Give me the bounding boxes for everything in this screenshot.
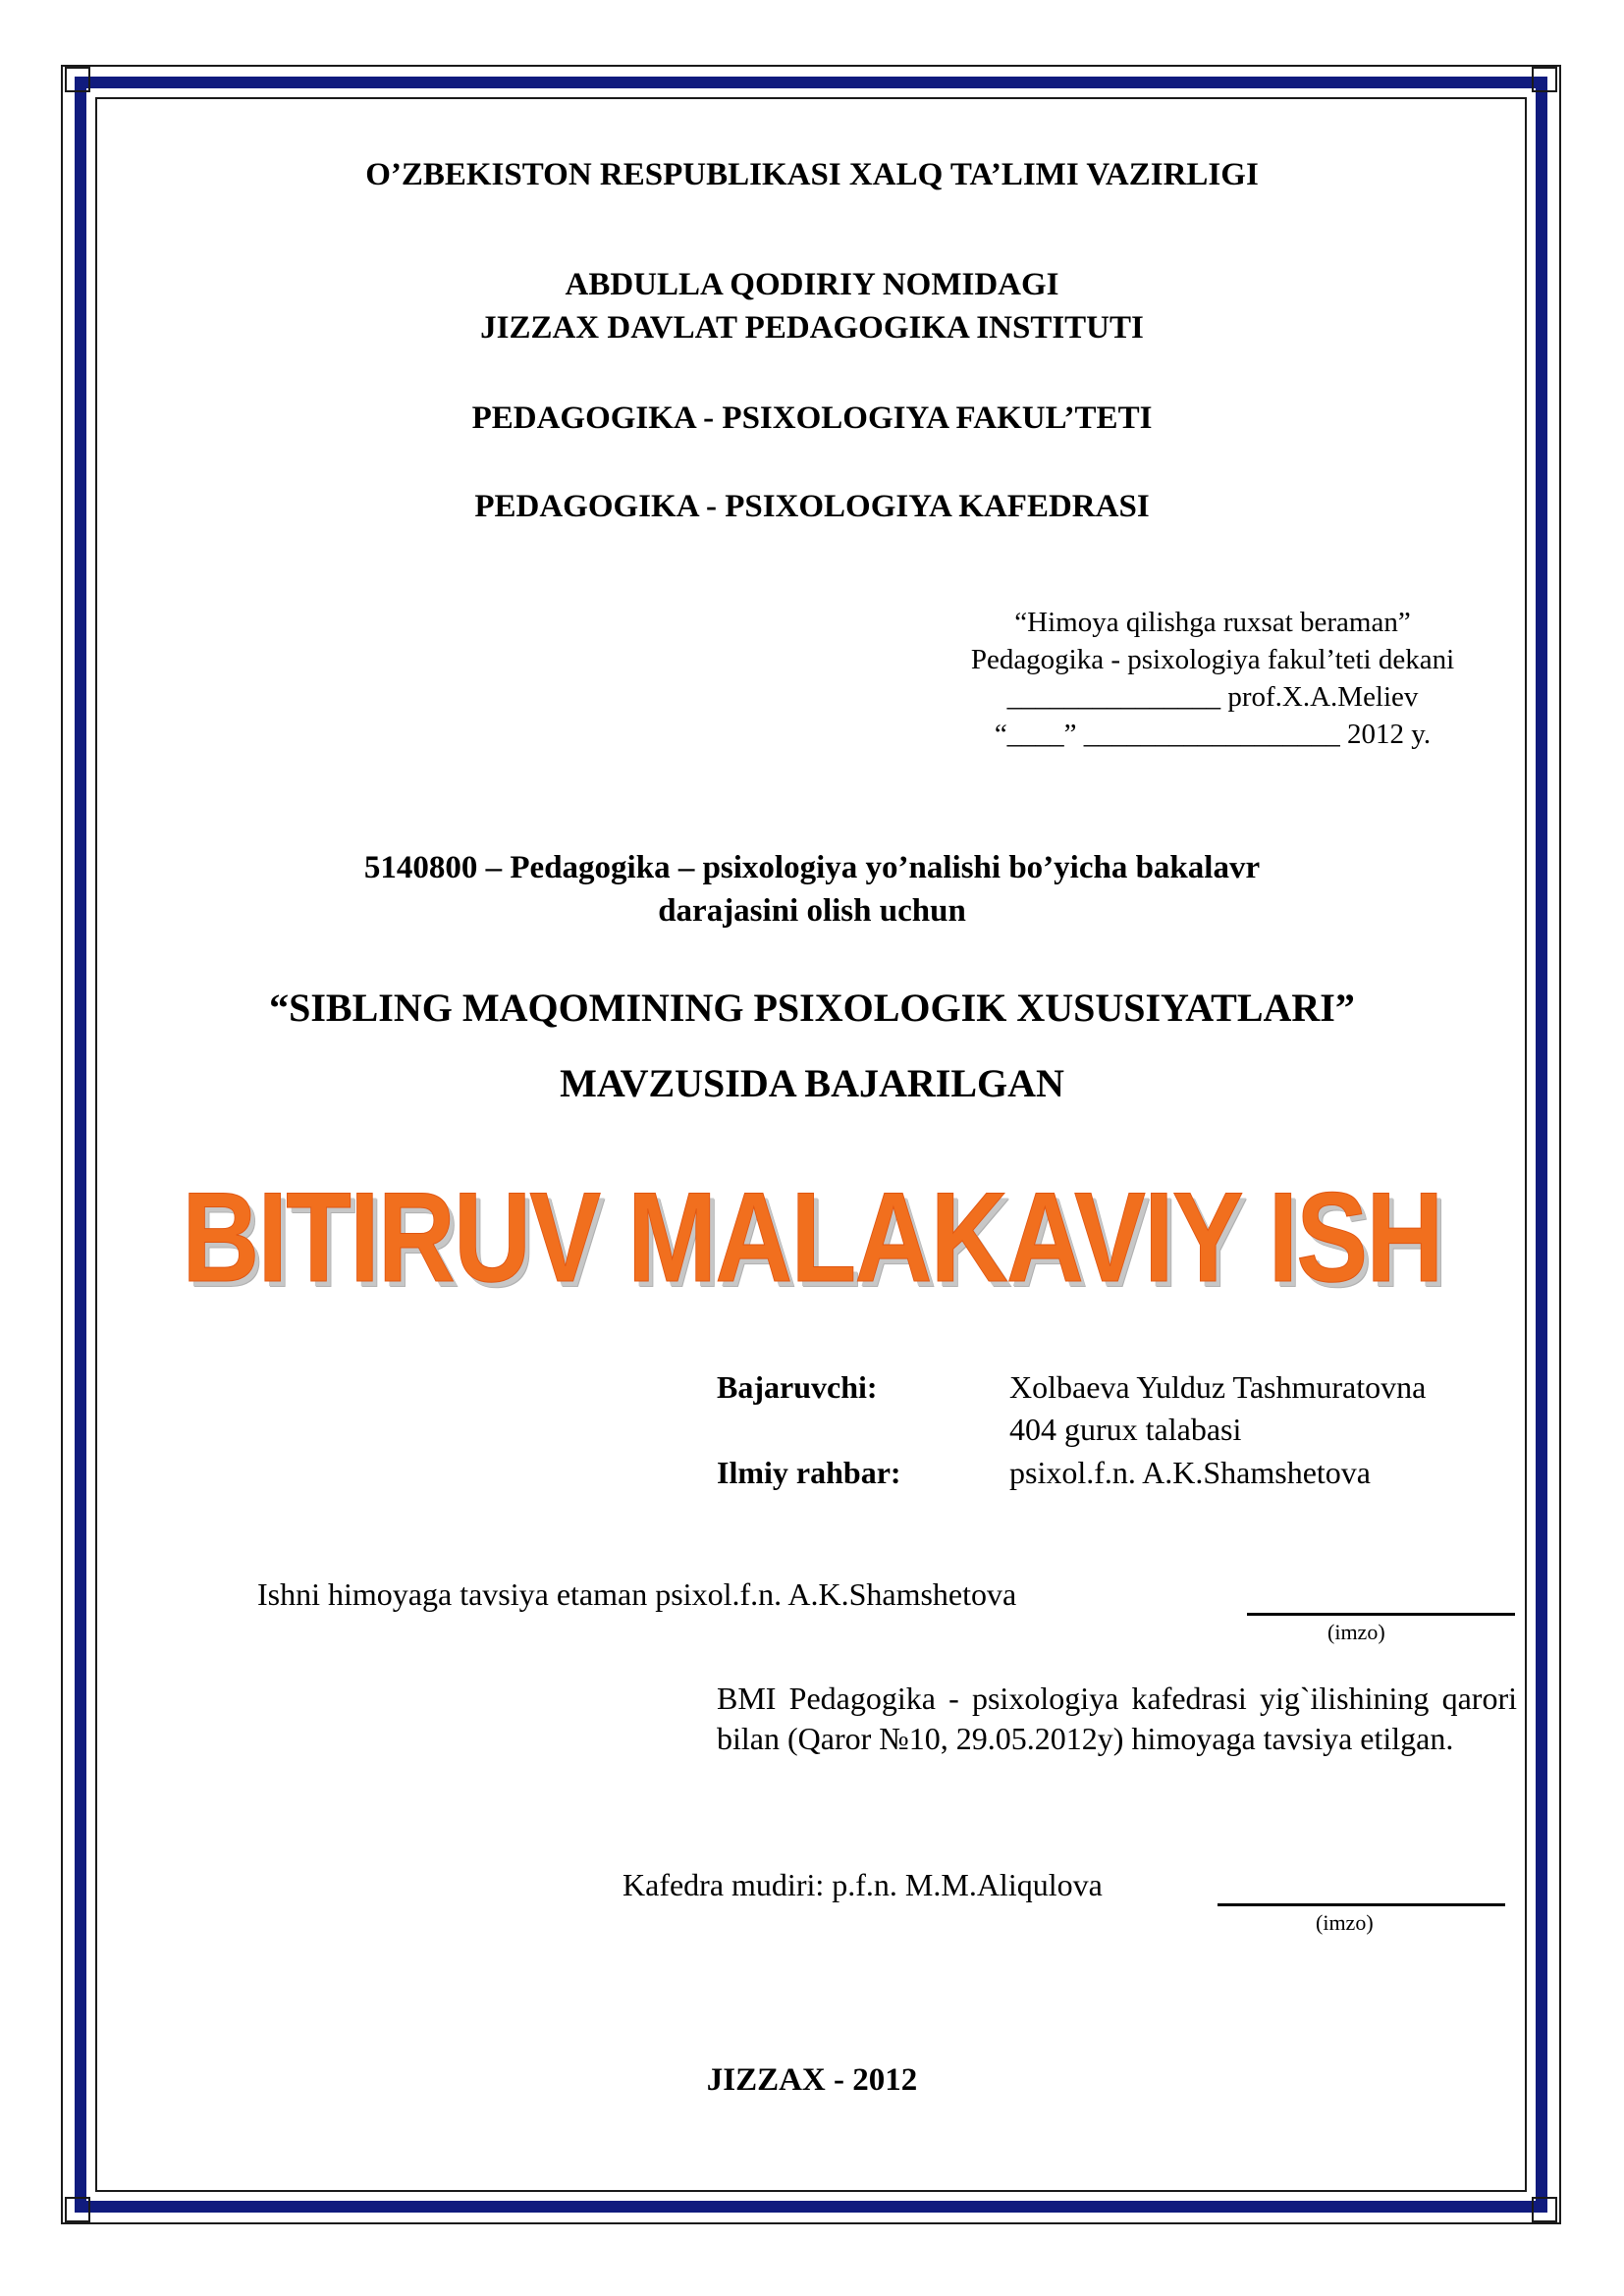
- work-type-title: BITIRUV MALAKAVIY ISH: [182, 1165, 1442, 1308]
- signature-line: [1247, 1613, 1515, 1616]
- performer-label: Bajaruvchi:: [717, 1369, 878, 1405]
- institute-name-line-2: JIZZAX DAVLAT PEDAGOGIKA INSTITUTI: [480, 310, 1144, 346]
- signature-line: [1218, 1903, 1505, 1906]
- corner-ornament-bottom-left: [65, 2197, 90, 2222]
- degree-line-2: darajasini olish uchun: [658, 893, 966, 929]
- thesis-topic: “SIBLING MAQOMINING PSIXOLOGIK XUSUSIYATLARI”: [269, 986, 1355, 1030]
- approval-block: [923, 604, 1502, 753]
- performer-group: 404 gurux talabasi: [1009, 1412, 1242, 1447]
- performer-name: Xolbaeva Yulduz Tashmuratovna: [1009, 1369, 1427, 1405]
- advisor-label: Ilmiy rahbar:: [717, 1455, 901, 1490]
- corner-ornament-top-right: [1532, 67, 1557, 92]
- department-decision-note: BMI Pedagogika - psixologiya kafedrasi yig`ilishining qarori bilan (Qaror №10, 29.05.2012y) himoyaga tavsiya etilgan.: [717, 1681, 1517, 1756]
- approval-line-1: “Himoya qilishga ruxsat beraman”: [1014, 607, 1411, 638]
- faculty-name: PEDAGOGIKA - PSIXOLOGIYA FAKUL’TETI: [471, 400, 1153, 436]
- signature-caption: (imzo): [1316, 1910, 1374, 1935]
- corner-ornament-bottom-right: [1532, 2197, 1557, 2222]
- advisor-name: psixol.f.n. A.K.Shamshetova: [1009, 1455, 1371, 1490]
- approval-line-4: “____” __________________ 2012 y.: [994, 719, 1432, 750]
- department-name: PEDAGOGIKA - PSIXOLOGIYA KAFEDRASI: [474, 489, 1150, 524]
- institute-name-line-1: ABDULLA QODIRIY NOMIDAGI: [565, 267, 1059, 302]
- head-of-department-text: Kafedra mudiri: p.f.n. M.M.Aliqulova: [623, 1867, 1103, 1902]
- recommendation-text: Ishni himoyaga tavsiya etaman psixol.f.n. A.K.Shamshetova: [257, 1576, 1017, 1612]
- thesis-topic-subtitle: MAVZUSIDA BAJARILGAN: [560, 1061, 1064, 1105]
- degree-line-1: 5140800 – Pedagogika – psixologiya yo’nalishi bo’yicha bakalavr: [363, 850, 1261, 885]
- signature-caption: (imzo): [1327, 1620, 1385, 1644]
- ministry-name: O’ZBEKISTON RESPUBLIKASI XALQ TA’LIMI VAZIRLIGI: [365, 157, 1259, 192]
- city-year: JIZZAX - 2012: [706, 2062, 918, 2098]
- approval-line-3: _______________ prof.X.A.Meliev: [1006, 681, 1419, 713]
- approval-line-2: Pedagogika - psixologiya fakul’teti dekani: [970, 644, 1455, 675]
- corner-ornament-top-left: [65, 67, 90, 92]
